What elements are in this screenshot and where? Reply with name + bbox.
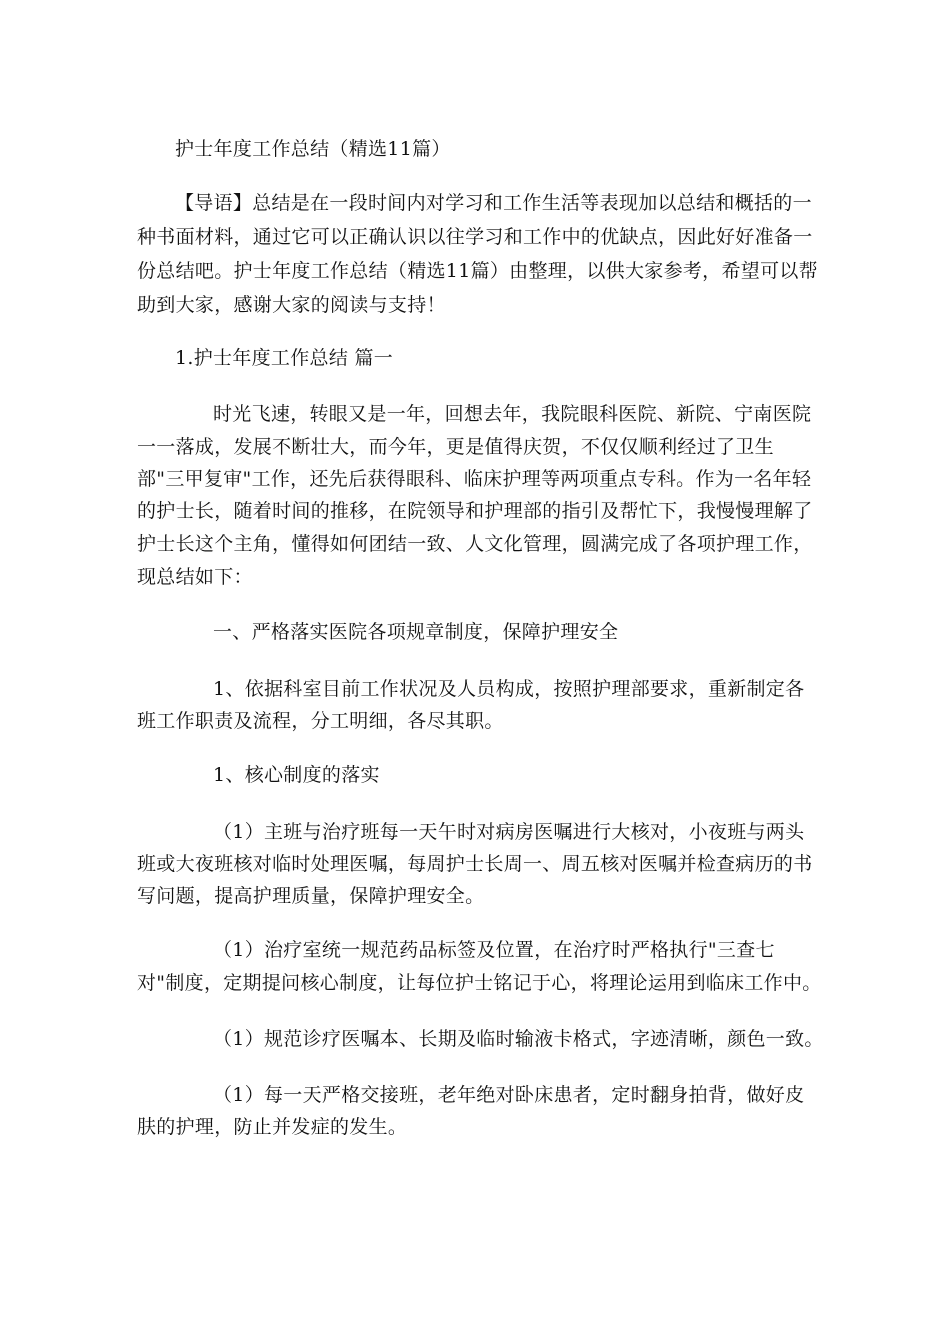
list-item-line: 对"制度，定期提问核心制度，让每位护士铭记于心，将理论运用到临床工作中。 — [137, 972, 822, 994]
paragraph-line: 现总结如下： — [137, 566, 253, 588]
document-title: 护士年度工作总结（精选11篇） — [175, 138, 451, 160]
paragraph-line: 时光飞速，转眼又是一年，回想去年，我院眼科医院、新院、宁南医院 — [213, 403, 812, 425]
list-item-line: 班或大夜班核对临时处理医嘱，每周护士长周一、周五核对医嘱并检查病历的书 — [137, 853, 813, 875]
paragraph-line: 部"三甲复审"工作，还先后获得眼科、临床护理等两项重点专科。作为一名年轻 — [137, 468, 812, 490]
paragraph-line: 1、依据科室目前工作状况及人员构成，按照护理部要求，重新制定各 — [213, 678, 805, 700]
paragraph-line: 的护士长，随着时间的推移，在院领导和护理部的指引及帮忙下，我慢慢理解了 — [137, 500, 813, 522]
intro-line: 【导语】总结是在一段时间内对学习和工作生活等表现加以总结和概括的一 — [175, 192, 812, 214]
intro-line: 助到大家，感谢大家的阅读与支持！ — [137, 294, 446, 316]
section-heading: 1.护士年度工作总结 篇一 — [175, 347, 394, 369]
paragraph-line: 班工作职责及流程，分工明细，各尽其职。 — [137, 710, 504, 732]
intro-line: 种书面材料，通过它可以正确认识以往学习和工作中的优缺点，因此好好准备一 — [137, 226, 813, 248]
list-item-line: （1）规范诊疗医嘱本、长期及临时输液卡格式，字迹清晰，颜色一致。 — [213, 1028, 824, 1050]
paragraph-line: 护士长这个主角，懂得如何团结一致、人文化管理，圆满完成了各项护理工作， — [137, 533, 813, 555]
list-item-line: （1）主班与治疗班每一天午时对病房医嘱进行大核对，小夜班与两头 — [213, 821, 805, 843]
list-item-line: 肤的护理，防止并发症的发生。 — [137, 1116, 408, 1138]
heading-one: 一、严格落实医院各项规章制度，保障护理安全 — [213, 621, 619, 643]
sub-heading: 1、核心制度的落实 — [213, 764, 380, 786]
list-item-line: （1）治疗室统一规范药品标签及位置，在治疗时严格执行"三查七 — [213, 939, 775, 961]
paragraph-line: 一一落成，发展不断壮大，而今年，更是值得庆贺，不仅仅顺利经过了卫生 — [137, 436, 774, 458]
list-item-line: （1）每一天严格交接班，老年绝对卧床患者，定时翻身拍背，做好皮 — [213, 1084, 805, 1106]
intro-line: 份总结吧。护士年度工作总结（精选11篇）由整理，以供大家参考，希望可以帮 — [137, 260, 818, 282]
list-item-line: 写问题，提高护理质量，保障护理安全。 — [137, 885, 485, 907]
